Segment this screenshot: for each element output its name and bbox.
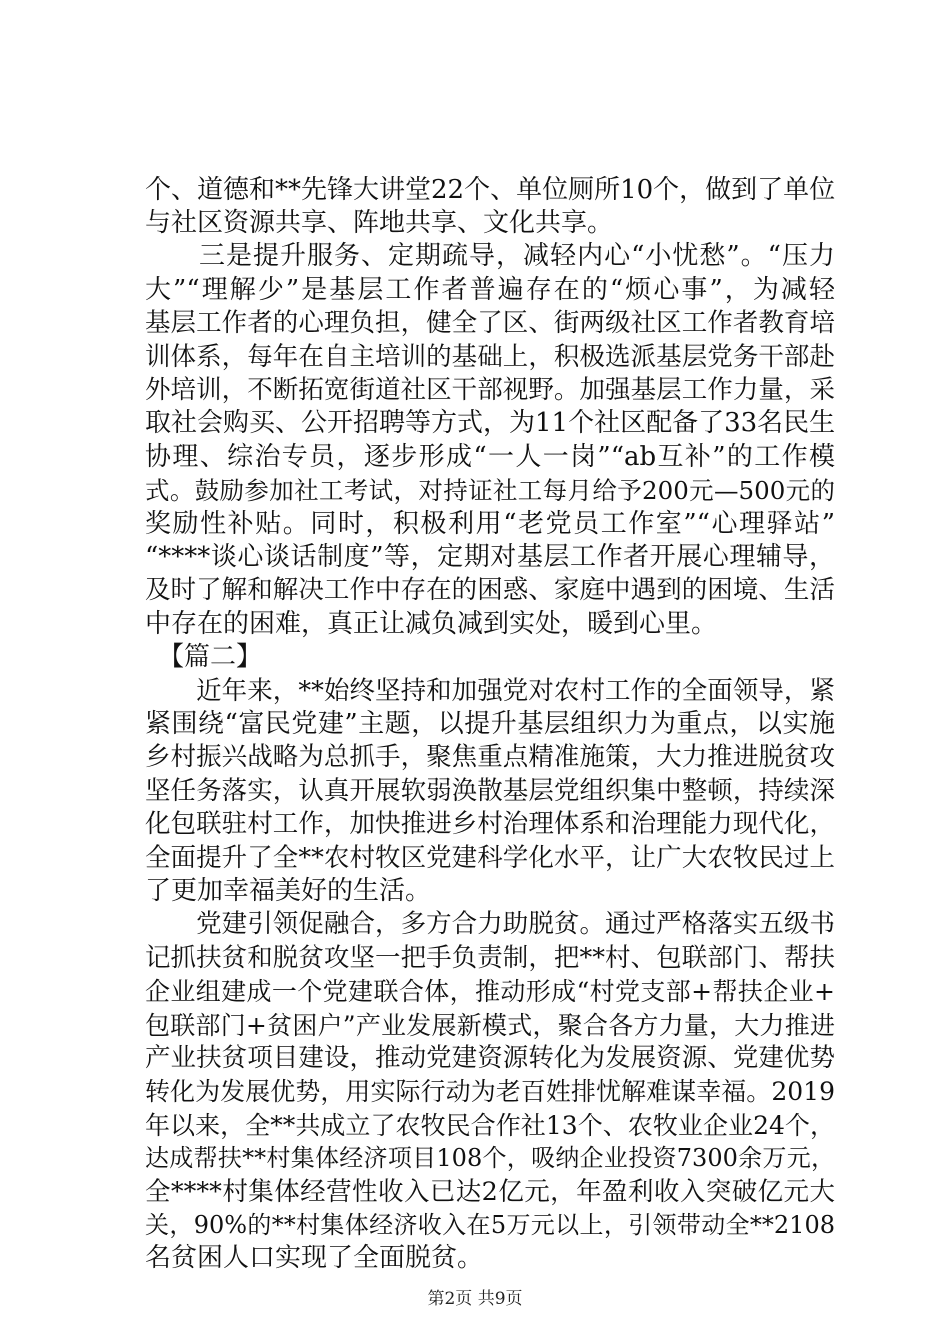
text-line: 近年来，**始终坚持和加强党对农村工作的全面领导，紧 — [145, 676, 835, 706]
text-line: 记抓扶贫和脱贫攻坚一把手负责制，把**村、包联部门、帮扶 — [145, 943, 835, 973]
text-line: 三是提升服务、定期疏导，减轻内心“小忧愁”。“压力 — [145, 241, 835, 271]
text-line: “****谈心谈话制度”等，定期对基层工作者开展心理辅导， — [145, 542, 835, 572]
text-line: 了更加幸福美好的生活。 — [145, 876, 432, 906]
text-line: 名贫困人口实现了全面脱贫。 — [145, 1243, 484, 1273]
text-line: 中存在的困难，真正让减负减到实处，暖到心里。 — [145, 609, 718, 639]
text-line: 全面提升了全**农村牧区党建科学化水平，让广大农牧民过上 — [145, 843, 835, 873]
text-line: 产业扶贫项目建设，推动党建资源转化为发展资源、党建优势 — [145, 1043, 835, 1073]
text-line: 及时了解和解决工作中存在的困惑、家庭中遇到的困境、生活 — [145, 575, 835, 605]
text-line: 包联部门+贫困户”产业发展新模式，聚合各方力量，大力推进 — [145, 1011, 835, 1040]
text-line: 式。鼓励参加社工考试，对持证社工每月给予200元—500元的 — [145, 476, 835, 505]
text-line: 个、道德和**先锋大讲堂22个、单位厕所10个，做到了单位 — [145, 175, 835, 205]
text-line: 转化为发展优势，用实际行动为老百姓排忧解难谋幸福。2019 — [145, 1077, 835, 1106]
text-line: 基层工作者的心理负担，健全了区、街两级社区工作者教育培 — [145, 308, 835, 338]
text-line: 企业组建成一个党建联合体，推动形成“村党支部+帮扶企业+ — [145, 977, 835, 1006]
text-line: 奖励性补贴。同时，积极利用“老党员工作室”“心理驿站” — [145, 509, 835, 539]
text-line: 协理、综治专员，逐步形成“一人一岗”“ab互补”的工作模 — [145, 442, 835, 472]
text-line: 党建引领促融合，多方合力助脱贫。通过严格落实五级书 — [145, 909, 835, 939]
text-line: 乡村振兴战略为总抓手，聚焦重点精准施策，大力推进脱贫攻 — [145, 742, 835, 772]
text-line: 与社区资源共享、阵地共享、文化共享。 — [145, 208, 614, 238]
text-line: 紧围绕“富民党建”主题，以提升基层组织力为重点，以实施 — [145, 709, 835, 739]
text-line: 大”“理解少”是基层工作者普遍存在的“烦心事”，为减轻 — [145, 275, 835, 305]
text-line: 化包联驻村工作，加快推进乡村治理体系和治理能力现代化， — [145, 809, 835, 839]
text-line: 外培训，不断拓宽街道社区干部视野。加强基层工作力量，采 — [145, 375, 835, 405]
text-line: 达成帮扶**村集体经济项目108个，吸纳企业投资7300余万元， — [145, 1144, 835, 1172]
text-line: 坚任务落实，认真开展软弱涣散基层党组织集中整顿，持续深 — [145, 776, 835, 806]
section-heading: 【篇二】 — [145, 642, 263, 672]
text-line: 关，90%的**村集体经济收入在5万元以上，引领带动全**2108 — [145, 1211, 835, 1239]
text-line: 取社会购买、公开招聘等方式，为11个社区配备了33名民生 — [145, 408, 835, 438]
text-line: 全****村集体经营性收入已达2亿元，年盈利收入突破亿元大 — [145, 1177, 835, 1207]
text-line: 训体系，每年在自主培训的基础上，积极选派基层党务干部赴 — [145, 342, 835, 372]
page-number-footer: 第2页 共9页 — [427, 1289, 523, 1309]
text-line: 年以来，全**共成立了农牧民合作社13个、农牧业企业24个， — [145, 1111, 835, 1140]
